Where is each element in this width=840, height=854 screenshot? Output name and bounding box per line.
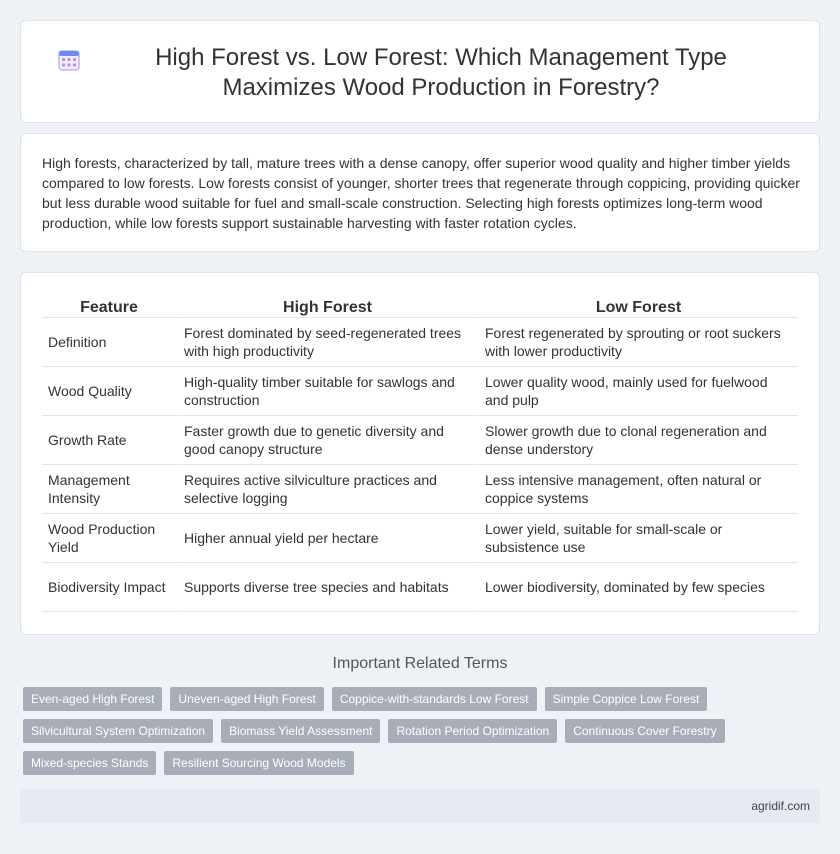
table-row: [42, 367, 798, 416]
header-low-forest: Low Forest: [477, 294, 798, 318]
feature-cell: Biodiversity Impact: [42, 563, 176, 612]
tag-link[interactable]: Rotation Period Optimization: [388, 719, 557, 743]
related-terms-heading: Important Related Terms: [332, 655, 508, 672]
feature-cell: Growth Rate: [42, 416, 176, 465]
low-forest-cell: Less intensive management, often natural or coppice systems: [477, 465, 798, 514]
table-row: [42, 563, 798, 612]
tag-link[interactable]: Mixed-species Stands: [23, 751, 156, 775]
header-feature: Feature: [42, 294, 176, 318]
low-forest-cell: Slower growth due to clonal regeneration and dense understory: [477, 416, 798, 465]
feature-cell: Wood Quality: [42, 367, 176, 416]
high-forest-cell: High-quality timber suitable for sawlogs and construction: [176, 367, 477, 416]
tag-link[interactable]: Continuous Cover Forestry: [565, 719, 724, 743]
footer-bar: [20, 790, 820, 823]
low-forest-cell: Lower quality wood, mainly used for fuelwood and pulp: [477, 367, 798, 416]
intro-paragraph: High forests, characterized by tall, mature trees with a dense canopy, offer superior wood quality and higher timber yields compared to low forests. Low forests consist of younger, shorter trees that regenerate through coppicing, providing quicker but less durable wood suitable for fuel and small-scale construction. Selecting high forests optimizes long-term wood production, while low forests support sustainable harvesting with faster rotation cycles.: [42, 155, 800, 231]
calendar-grid-icon: [57, 48, 81, 72]
feature-cell: Management Intensity: [42, 465, 176, 514]
header-card: [20, 20, 820, 123]
table-row: [42, 416, 798, 465]
tag-link[interactable]: Simple Coppice Low Forest: [545, 687, 708, 711]
related-terms-tags: [23, 687, 823, 783]
tag-link[interactable]: Coppice-with-standards Low Forest: [332, 687, 537, 711]
footer-site-link[interactable]: agridif.com: [751, 799, 810, 813]
high-forest-cell: Supports diverse tree species and habitats: [176, 563, 477, 612]
page-title: High Forest vs. Low Forest: Which Management Type Maximizes Wood Production in Forestry?: [155, 44, 727, 101]
tag-link[interactable]: Uneven-aged High Forest: [170, 687, 323, 711]
table-header-row: [42, 294, 798, 318]
high-forest-cell: Faster growth due to genetic diversity and good canopy structure: [176, 416, 477, 465]
tag-row: [23, 719, 823, 743]
low-forest-cell: Lower biodiversity, dominated by few species: [477, 563, 798, 612]
tag-link[interactable]: Biomass Yield Assessment: [221, 719, 380, 743]
table-row: [42, 465, 798, 514]
high-forest-cell: Higher annual yield per hectare: [176, 514, 477, 563]
tag-row: [23, 687, 823, 711]
low-forest-cell: Forest regenerated by sprouting or root suckers with lower productivity: [477, 318, 798, 367]
comparison-table: [42, 294, 798, 612]
high-forest-cell: Requires active silviculture practices and selective logging: [176, 465, 477, 514]
feature-cell: Definition: [42, 318, 176, 367]
feature-cell: Wood Production Yield: [42, 514, 176, 563]
tag-row: [23, 751, 823, 775]
comparison-table-card: [20, 272, 820, 635]
tag-link[interactable]: Even-aged High Forest: [23, 687, 162, 711]
table-row: [42, 514, 798, 563]
high-forest-cell: Forest dominated by seed-regenerated trees with high productivity: [176, 318, 477, 367]
low-forest-cell: Lower yield, suitable for small-scale or subsistence use: [477, 514, 798, 563]
tag-link[interactable]: Silvicultural System Optimization: [23, 719, 213, 743]
tag-link[interactable]: Resilient Sourcing Wood Models: [164, 751, 353, 775]
intro-card: [20, 133, 820, 252]
header-high-forest: High Forest: [176, 294, 477, 318]
table-row: [42, 318, 798, 367]
